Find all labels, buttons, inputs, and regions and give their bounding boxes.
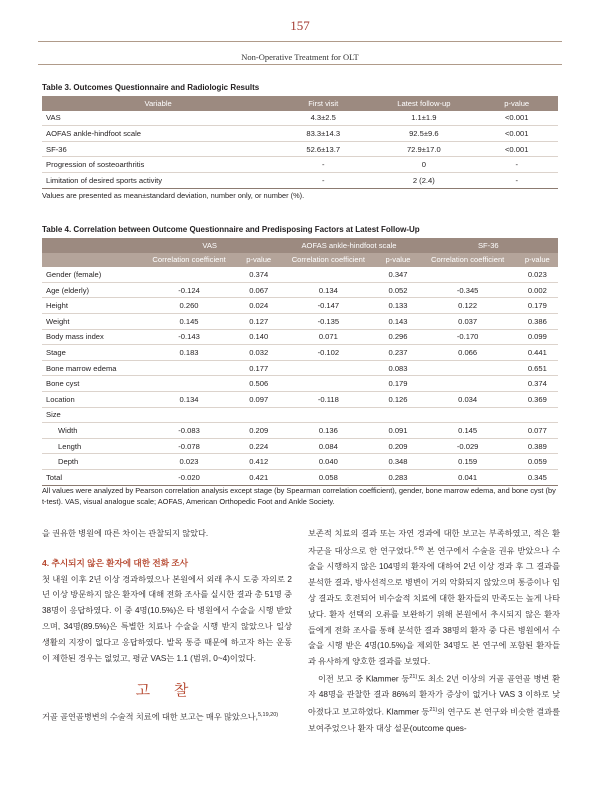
table-row (42, 126, 558, 142)
table-cell (419, 267, 517, 282)
table-cell: <0.001 (504, 128, 529, 138)
table-cell: 0.651 (527, 363, 547, 373)
table-cell (517, 407, 558, 423)
table-cell: 0.023 (179, 457, 199, 467)
table-cell: 4.3±2.5 (310, 113, 336, 123)
reference-mark: 21) (429, 707, 438, 714)
table-row (42, 141, 558, 157)
table-row (42, 267, 558, 282)
table-row (42, 423, 558, 439)
table4-group-aofas: AOFAS ankle-hindfoot scale (279, 238, 418, 253)
table-cell: 0.441 (527, 347, 547, 357)
table-cell (377, 407, 418, 423)
row-label: Progression of sosteoarthritis (46, 160, 145, 170)
right-column (308, 526, 560, 737)
discussion-heading: 고 찰 (135, 683, 199, 700)
reference-mark: 6-8) (413, 545, 424, 552)
table-row (42, 469, 558, 485)
right-paragraph-1: 보존적 치료의 결과 또는 자연 경과에 대한 보고는 부족하였고, 적은 환자군을 대상으로 한 연구였다.$^{6-8)}$ 본 연구에서 수술을 권유 받았으나 수술을 시행하지 않은 104명의 환자에 대하여 2년 이상 경과 후 그 결과를 분석한 결과, 방사선적으로 병변이 거의 악화되지 않았으며 통증이나 임상 결과도 호전되어 비수술적 치료에 대한 환자들의 만족도는 높게 나타났다. 환자 선택의 오류를 보완하기 위해 본원에서 추시되지 않은 환자들에게 전화 조사를 통해 분석한 결과 38명의 환자 중 다른 병원에서 수술을 시행 받은 4명(10.5%)을 제외한 34명도 본 연구에 포함된 환자들과 유사하게 양호한 결과를 보였다. (308, 529, 560, 667)
table-cell (279, 376, 377, 392)
reference-mark: 5,19,20) (257, 712, 279, 719)
table-row (42, 360, 558, 376)
table3-header-first-visit: First visit (274, 96, 372, 111)
table-cell: 0.145 (458, 425, 478, 435)
table-row (42, 454, 558, 470)
reference-mark: 21) (409, 673, 418, 680)
table-cell: - (515, 175, 518, 185)
row-label: Limitation of desired sports activity (46, 175, 163, 185)
table-cell: 0.024 (249, 301, 269, 311)
table-row (42, 438, 558, 454)
table-cell: 0.052 (388, 285, 408, 295)
table-cell (419, 360, 517, 376)
table-cell: 1.1±1.9 (411, 113, 437, 123)
table-cell: -0.102 (317, 347, 340, 357)
row-label: Bone cyst (46, 379, 80, 389)
table-cell: 0.040 (318, 457, 338, 467)
table-cell: 0.421 (249, 472, 269, 482)
table-cell (419, 407, 517, 423)
table4 (42, 238, 558, 486)
table-cell: 0.133 (388, 301, 408, 311)
table-row (42, 391, 558, 407)
table-cell: 0.179 (388, 379, 408, 389)
table-cell: 0.374 (249, 269, 269, 279)
table4-subheader: p-value (238, 253, 279, 268)
table4-subheader: Correlation coefficient (140, 253, 238, 268)
table-cell: 0.224 (249, 441, 269, 451)
table-cell: 0.145 (179, 316, 199, 326)
table-cell: 0.260 (179, 301, 199, 311)
table4-group-sf36: SF-36 (419, 238, 558, 253)
table-cell: 0.159 (458, 457, 478, 467)
table-cell: 0.389 (527, 441, 547, 451)
table4-group-vas: VAS (140, 238, 279, 253)
right-paragraph-2: 이전 보고 중 Klammer 등$^{21)}$도 최소 2년 이상의 거골 골연골 병변 환자 48명을 관찰한 결과 86%의 환자가 증상이 없거나 VAS 3 이하로 낮아졌다고 보고하였다. Klammer 등$^{21)}$의 연구도 본 연구와 비슷한 결과를 보여주었으나 환자 대상 설문(outcome ques- (308, 673, 560, 733)
table-cell: 72.9±17.0 (406, 144, 441, 154)
table-cell: 0.077 (527, 425, 547, 435)
row-label: Depth (58, 457, 79, 467)
row-label: Gender (female) (46, 269, 102, 279)
table-cell (238, 407, 279, 423)
table-cell (140, 267, 238, 282)
table-cell (279, 360, 377, 376)
table-cell: 0.083 (388, 363, 408, 373)
table-cell: -0.345 (456, 285, 479, 295)
table3-header-latest-follow-up: Latest follow-up (372, 96, 475, 111)
table-cell: 0.134 (179, 394, 199, 404)
table-cell: -0.143 (178, 332, 200, 342)
row-label: AOFAS ankle-hindfoot scale (46, 128, 141, 138)
row-label: SF-36 (46, 144, 67, 154)
table-cell: 0.143 (388, 316, 408, 326)
table-cell: 0.237 (388, 347, 408, 357)
table-cell: -0.078 (178, 441, 200, 451)
table-cell: 0.134 (318, 285, 338, 295)
table-cell: -0.147 (317, 301, 340, 311)
table3 (42, 96, 558, 189)
table-row (42, 407, 558, 423)
table-cell: 0.136 (318, 425, 338, 435)
table4-subheader: p-value (517, 253, 558, 268)
table-cell: 0.506 (249, 379, 269, 389)
table-cell: 0.345 (527, 472, 547, 482)
table-cell: 0.023 (527, 269, 547, 279)
table-cell: 0.386 (527, 316, 547, 326)
page-number: 157 (290, 18, 310, 33)
table3-header-p-value: p-value (475, 96, 558, 111)
table-cell: 0.369 (527, 394, 547, 404)
table-cell: 0.041 (458, 472, 478, 482)
row-label: Age (elderly) (46, 285, 90, 295)
table-cell (279, 407, 377, 423)
table-cell: 0.099 (527, 332, 547, 342)
table-cell: -0.083 (178, 425, 200, 435)
row-label: Height (46, 301, 68, 311)
table-row (42, 329, 558, 345)
table-cell: -0.124 (178, 285, 200, 295)
table-cell: 0.374 (527, 379, 547, 389)
table-cell: - (321, 160, 325, 170)
running-title: Non-Operative Treatment for OLT (241, 52, 359, 62)
table-cell: 0.066 (458, 347, 478, 357)
table-cell: 0.126 (388, 394, 408, 404)
table-cell: 0.209 (388, 441, 408, 451)
row-label: Weight (46, 316, 70, 326)
table-cell: 0.084 (318, 441, 338, 451)
header-rule (38, 41, 562, 42)
table-cell: <0.001 (504, 113, 529, 123)
table4-subheader: p-value (377, 253, 418, 268)
row-label: Body mass index (46, 332, 104, 342)
table-cell (140, 376, 238, 392)
table-cell: 0.296 (388, 332, 408, 342)
row-label: Width (58, 425, 78, 435)
table-cell: 0.059 (527, 457, 547, 467)
table-cell: 0.183 (179, 347, 199, 357)
table-cell: -0.170 (456, 332, 479, 342)
row-label: Length (58, 441, 82, 451)
table-row (42, 157, 558, 173)
table-cell: 0.127 (249, 316, 269, 326)
table-row (42, 313, 558, 329)
row-label: Size (46, 410, 61, 420)
row-label: Bone marrow edema (46, 363, 117, 373)
table-cell: 0.097 (249, 394, 269, 404)
table-cell: -0.029 (456, 441, 479, 451)
table4-note: All values were analyzed by Pearson correlation analysis except stage (by Spearman correlation coefficient), gender, bone marrow edema, and bone cyst (by t-test). VAS, visual analogue scale; AOFAS, American Orthopedic Foot and Ankle Society. (42, 486, 556, 506)
row-label: Stage (46, 347, 66, 357)
table-cell: 0.140 (249, 332, 269, 342)
table-cell: 83.3±14.3 (306, 128, 341, 138)
running-title-rule (38, 64, 562, 65)
table-cell: 2 (2.4) (412, 175, 435, 185)
table-cell: -0.020 (178, 472, 200, 482)
table-row (42, 111, 558, 126)
body-paragraph: 첫 내원 이후 2년 이상 경과하였으나 본원에서 외래 추시 도중 자의로 2년 이상 방문하지 않은 환자에 대해 전화 조사를 실시한 결과 총 51명 중 38명이 응답하였다. 이 중 4명(10.5%)은 타 병원에서 수술을 시행 받았으며, 34명(89.5%)은 특별한 치료나 수술을 시행 받지 않았으나 일상 생활의 지장이 없다고 응답하였다. 발목 통증 때문에 하고자 하는 운동이 제한된 경우는 없었고, 평균 VAS는 1.1 (범위, 0~4)이었다. (42, 574, 292, 663)
table-cell (419, 376, 517, 392)
table-cell: 92.5±9.6 (409, 128, 439, 138)
table-cell: 0.032 (249, 347, 269, 357)
table3-caption: Table 3. Outcomes Questionnaire and Radiologic Results (42, 83, 260, 92)
table-cell: -0.118 (317, 394, 339, 404)
table4-header-blank (42, 238, 140, 253)
table-cell: 0.347 (388, 269, 408, 279)
row-label: Location (46, 394, 75, 404)
table-cell: 0.177 (249, 363, 269, 373)
table-cell: <0.001 (504, 144, 529, 154)
table-cell: 0.348 (388, 457, 408, 467)
table-cell: 0.067 (249, 285, 269, 295)
table-row (42, 376, 558, 392)
table-cell: 0.037 (458, 316, 478, 326)
table-row (42, 345, 558, 361)
table-row (42, 282, 558, 298)
table-cell: 0.209 (249, 425, 269, 435)
table-cell (279, 267, 377, 282)
table-cell: 0.412 (249, 457, 269, 467)
section-heading: 4. 추시되지 않은 환자에 대한 전화 조사 (42, 557, 189, 568)
table3-note: Values are presented as mean±standard deviation, number only, or number (%). (42, 191, 305, 200)
table-cell: 0.179 (527, 301, 547, 311)
table-cell (140, 407, 238, 423)
left-column (42, 526, 292, 726)
table4-caption: Table 4. Correlation between Outcome Questionnaire and Predisposing Factors at Latest Follow-Up (42, 225, 420, 234)
table-cell (140, 360, 238, 376)
table-cell: 0.071 (318, 332, 338, 342)
table-row (42, 172, 558, 188)
body-text-intro: 을 권유한 병원에 따른 차이는 관찰되지 않았다. (42, 529, 209, 538)
table4-subheader: Correlation coefficient (279, 253, 377, 268)
table-cell: 0 (421, 160, 426, 170)
table-cell: 0.122 (458, 301, 478, 311)
table-cell: -0.135 (317, 316, 340, 326)
table3-header-variable: Variable (42, 96, 274, 111)
table-cell: 0.034 (458, 394, 478, 404)
table-cell: 0.058 (318, 472, 338, 482)
table-cell: 0.091 (388, 425, 408, 435)
row-label: VAS (46, 113, 61, 123)
table4-subheader: Correlation coefficient (419, 253, 517, 268)
table-cell: - (515, 160, 518, 170)
row-label: Total (46, 472, 63, 482)
table4-subheader-blank (42, 253, 140, 268)
table-cell: - (321, 175, 325, 185)
table-cell: 52.6±13.7 (306, 144, 341, 154)
table-cell: 0.002 (527, 285, 547, 295)
table-row (42, 298, 558, 314)
table-cell: 0.283 (388, 472, 408, 482)
discussion-text: 거골 골연골병변의 수술적 치료에 대한 보고는 매우 많았으나,$^{5,19,20)}$ (42, 712, 279, 722)
